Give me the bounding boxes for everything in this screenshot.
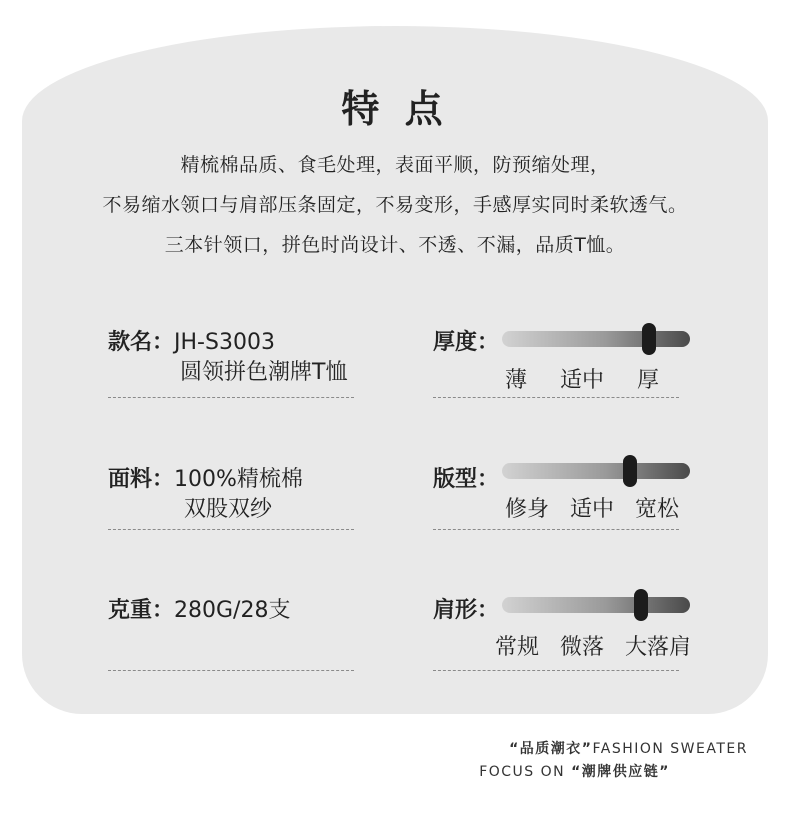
thickness-knob [642, 323, 656, 355]
footer-en-1: FASHION SWEATER [592, 741, 748, 757]
section-title: 特 点 [341, 87, 449, 131]
description-line-3: 三本针领口，拼色时尚设计、不透、不漏，品质T恤。 [164, 234, 626, 256]
fit-scale [505, 492, 679, 523]
divider [108, 397, 354, 398]
shoulder-label: 肩形： [433, 598, 500, 623]
fit-track [502, 463, 690, 479]
spec-fabric [108, 462, 303, 522]
shoulder-knob [634, 589, 648, 621]
scale-medium: 适中 [560, 368, 605, 393]
description-line-1: 精梳棉品质、食毛处理，表面平顺，防预缩处理， [180, 154, 610, 176]
scale-thin: 薄 [505, 368, 528, 393]
footer-line-1 [509, 738, 748, 758]
footer-cn-2: “潮牌供应链” [571, 764, 670, 780]
scale-thick: 厚 [637, 368, 660, 393]
shoulder-scale [495, 630, 691, 661]
scale-loose: 宽松 [635, 497, 680, 522]
spec-model-value-2: 圆领拼色潮牌T恤 [180, 360, 348, 385]
spec-fabric-value-2: 双股双纱 [184, 497, 273, 522]
scale-normal: 常规 [495, 635, 540, 660]
spec-model-key: 款名： [108, 330, 175, 355]
spec-fabric-value: 100%精梳棉 [174, 467, 303, 492]
divider [433, 397, 679, 398]
fit-knob [623, 455, 637, 487]
thickness-label: 厚度： [433, 330, 500, 355]
thickness-track [502, 331, 690, 347]
thickness-scale [505, 363, 659, 394]
footer-line-2 [479, 761, 670, 781]
description-line-2: 不易缩水领口与肩部压条固定，不易变形，手感厚实同时柔软透气。 [102, 194, 688, 216]
divider [433, 670, 679, 671]
shoulder-track [502, 597, 690, 613]
divider [108, 529, 354, 530]
footer-cn-1: “品质潮衣” [509, 741, 593, 757]
spec-weight-value: 280G/28支 [174, 598, 291, 623]
spec-model [108, 325, 348, 385]
fit-label: 版型： [433, 467, 500, 492]
scale-slight-drop: 微落 [560, 635, 605, 660]
scale-regular: 适中 [570, 497, 615, 522]
spec-model-value: JH-S3003 [174, 330, 275, 355]
scale-slim: 修身 [505, 497, 550, 522]
spec-weight-key: 克重： [108, 598, 175, 623]
scale-drop-shoulder: 大落肩 [625, 635, 692, 660]
divider [108, 670, 354, 671]
spec-weight [108, 593, 290, 624]
footer-en-2: FOCUS ON [479, 764, 566, 780]
divider [433, 529, 679, 530]
spec-fabric-key: 面料： [108, 467, 175, 492]
